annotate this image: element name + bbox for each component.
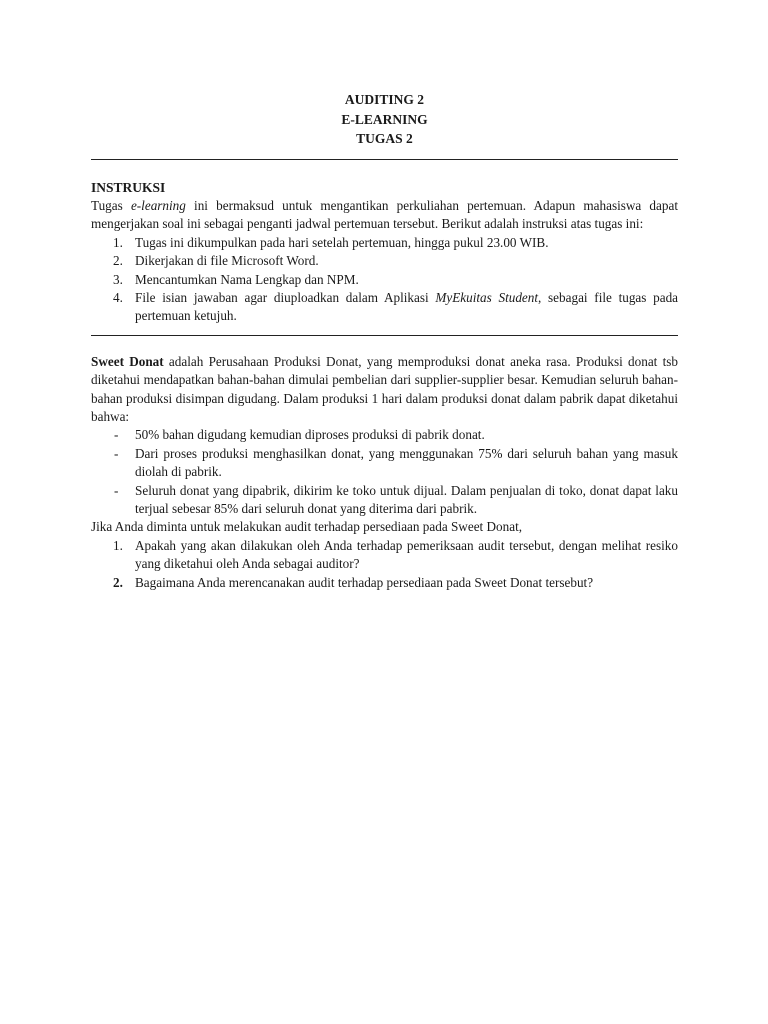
question-lead: Jika Anda diminta untuk melakukan audit terhadap persediaan pada Sweet Donat, xyxy=(91,519,523,535)
divider-middle xyxy=(91,335,678,336)
instructions-heading: INSTRUKSI xyxy=(91,179,166,195)
case-intro xyxy=(91,353,678,427)
list-text: Tugas ini dikumpulkan pada hari setelah pertemuan, hingga pukul 23.00 WIB. xyxy=(135,234,549,250)
intro-text-start: Tugas xyxy=(91,197,131,213)
list-text: Dikerjakan di file Microsoft Word. xyxy=(135,253,319,269)
case-facts-list xyxy=(91,426,678,518)
company-name: Sweet Donat xyxy=(91,353,164,369)
instructions-intro xyxy=(91,197,678,234)
divider-top xyxy=(91,159,678,160)
assignment-title: TUGAS 2 xyxy=(356,131,413,146)
course-title: AUDITING 2 xyxy=(344,92,425,107)
list-number: 2. xyxy=(113,253,123,269)
list-item xyxy=(91,537,678,574)
dash-marker: - xyxy=(114,427,119,443)
question-number: 1. xyxy=(113,537,123,553)
list-text xyxy=(135,289,678,326)
list-text: 50% bahan digudang kemudian diproses produksi di pabrik donat. xyxy=(135,427,485,443)
document-header xyxy=(91,90,678,149)
list-text: Dari proses produksi menghasilkan donat, yang menggunakan 75% dari seluruh bahan yang masuk diolah di pabrik. xyxy=(135,445,678,480)
list-number: 3. xyxy=(113,271,123,287)
list-item xyxy=(91,289,678,326)
case-intro-text: adalah Perusahaan Produksi Donat, yang memproduksi donat aneka rasa. Produksi donat tsb diketahui mendapatkan bahan-bahan dimulai pembelian dari supplier-supplier besar. Kemudian seluruh bahan-bahan produksi disimpan digudang. Dalam produksi 1 hari dalam produksi donat dalam pabrik dapat diketahui bahwa: xyxy=(91,353,678,424)
list-number: 4. xyxy=(113,289,123,305)
list-text-end: , sebagai file tugas pada pertemuan ketujuh. xyxy=(135,289,679,324)
question-text: Apakah yang akan dilakukan oleh Anda terhadap pemeriksaan audit tersebut, dengan melihat resiko yang diketahui oleh Anda sebagai auditor? xyxy=(135,537,678,572)
list-number: 1. xyxy=(113,234,123,250)
list-text: Seluruh donat yang dipabrik, dikirim ke toko untuk dijual. Dalam penjualan di toko, donat dapat laku terjual sebesar 85% dari seluruh donat yang diterima dari pabrik. xyxy=(135,482,678,516)
document-page xyxy=(91,90,678,592)
intro-text-end: ini bermaksud untuk mengantikan perkuliahan pertemuan. Adapun mahasiswa dapat mengerjakan soal ini sebagai penganti jadwal pertemuan tersebut. Berikut adalah instruksi atas tugas ini: xyxy=(91,197,678,232)
list-item xyxy=(91,252,678,270)
questions-list xyxy=(91,537,678,592)
dash-marker: - xyxy=(114,445,119,461)
intro-emphasis: e-learning xyxy=(130,197,186,213)
instructions-list xyxy=(91,234,678,326)
list-item xyxy=(91,426,678,444)
list-item xyxy=(91,574,678,592)
app-name: MyEkuitas Student xyxy=(435,289,539,305)
dash-marker: - xyxy=(114,482,119,498)
list-item xyxy=(91,482,678,519)
question-text: Bagaimana Anda merencanakan audit terhadap persediaan pada Sweet Donat tersebut? xyxy=(135,574,594,590)
list-item xyxy=(91,271,678,289)
list-item xyxy=(91,234,678,252)
question-number: 2. xyxy=(113,574,123,590)
course-mode: E-LEARNING xyxy=(341,111,428,127)
list-item xyxy=(91,445,678,482)
list-text: Mencantumkan Nama Lengkap dan NPM. xyxy=(135,271,359,287)
list-text-start: File isian jawaban agar diuploadkan dalam Aplikasi xyxy=(135,289,436,305)
